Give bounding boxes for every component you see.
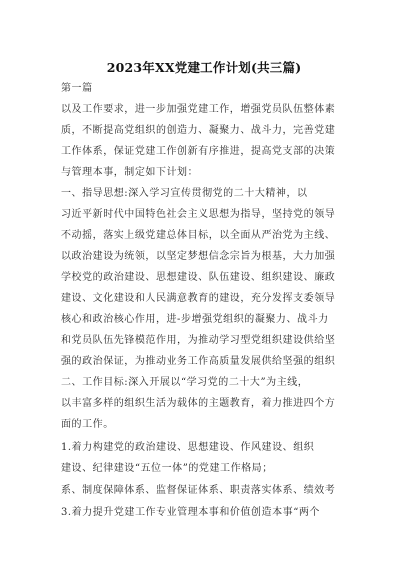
paragraph-line: 习近平新时代中国特色社会主义思想为指导，坚持党的领导 bbox=[61, 209, 336, 220]
paragraph-line: 3.着力提升党建工作专业管理本事和价值创造本事“两个 bbox=[61, 507, 320, 518]
section-heading: 第一篇 bbox=[61, 83, 93, 94]
paragraph-line: 和党员队伍先锋模范作用，为推动学习型党组织建设供给坚 bbox=[61, 335, 336, 346]
paragraph-line: 强的政治保证，为推动业务工作高质量发展供给坚强的组织 bbox=[61, 356, 336, 367]
paragraph-line: 系、制度保障体系、监督保证体系、职责落实体系、绩效考 bbox=[61, 485, 336, 496]
paragraph-line: 二、工作目标:深入开展以“学习党的二十大”为主线， bbox=[61, 377, 309, 388]
paragraph-line: 面的工作。 bbox=[61, 419, 114, 430]
paragraph-line: 不动摇，落实上级党建总体目标，以全面从严治党为主线、 bbox=[61, 230, 336, 241]
paragraph-line: 以政治建设为统领，以坚定梦想信念宗旨为根基，大力加强 bbox=[61, 251, 336, 262]
paragraph-line: 1.着力构建党的政治建设、思想建设、作风建设、组织 bbox=[61, 442, 315, 453]
paragraph-line: 与管理本事，制定如下计划： bbox=[61, 167, 199, 178]
paragraph-line: 以丰富多样的组织生活为载体的主题教育，着力推进四个方 bbox=[61, 398, 336, 409]
paragraph-line: 以及工作要求，进一步加强党建工作，增强党员队伍整体素 bbox=[61, 104, 336, 115]
paragraph-line: 一、指导思想:深入学习宣传贯彻党的二十大精神，以 bbox=[61, 188, 308, 199]
paragraph-line: 建设、文化建设和人民满意教育的建设，充分发挥支委领导 bbox=[61, 293, 336, 304]
paragraph-line: 学校党的政治建设、思想建设、队伍建设、组织建设、廉政 bbox=[61, 272, 336, 283]
paragraph-line: 工作体系，保证党建工作创新有序推进，提高党支部的决策 bbox=[61, 146, 336, 157]
paragraph-line: 质，不断提高党组织的创造力、凝聚力、战斗力，完善党建 bbox=[61, 125, 336, 136]
paragraph-line: 核心和政治核心作用，进-步增强党组织的凝聚力、战斗力 bbox=[61, 314, 329, 325]
document-title: 2023年XX党建工作计划(共三篇) bbox=[106, 60, 302, 75]
paragraph-line: 建设、纪律建设“五位一体”的党建工作格局； bbox=[61, 463, 273, 474]
